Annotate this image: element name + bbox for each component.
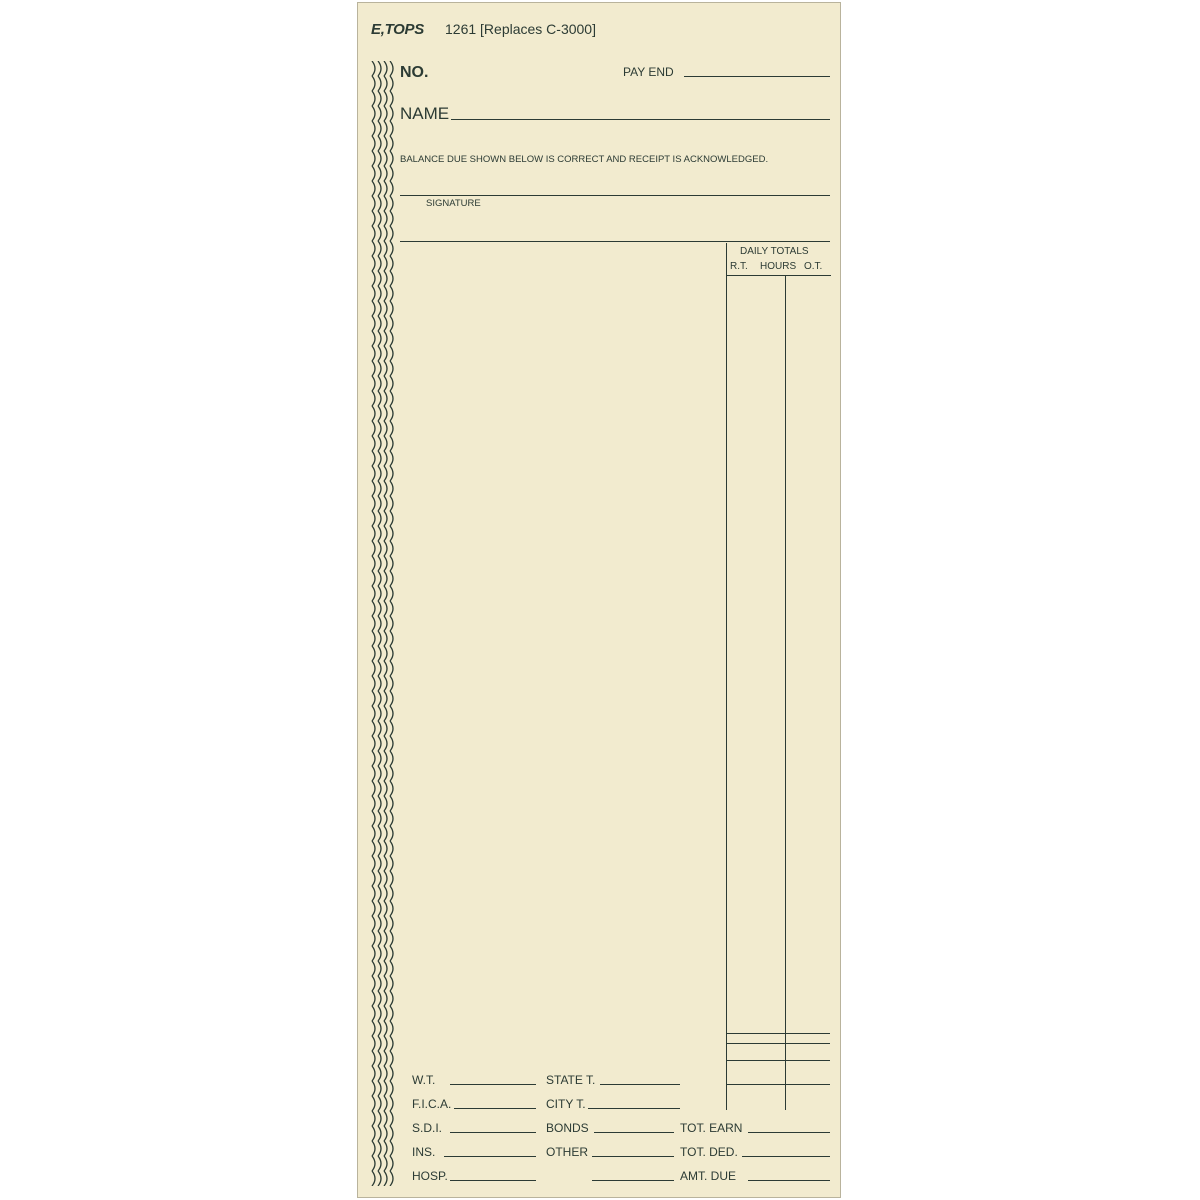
bonds-field[interactable] [594, 1132, 674, 1133]
daily-totals-row-line [726, 1084, 830, 1085]
fica-label: F.I.C.A. [412, 1097, 452, 1111]
signature-label: SIGNATURE [426, 198, 481, 209]
fica-field[interactable] [454, 1108, 536, 1109]
signature-bottom-rule [400, 241, 830, 242]
signature-field[interactable] [400, 195, 830, 196]
daily-totals-row-line [726, 1060, 830, 1061]
wt-label: W.T. [412, 1073, 436, 1087]
daily-totals-middle-rule [785, 275, 786, 1110]
daily-totals-left-rule [726, 243, 727, 1110]
rt-label: R.T. [730, 261, 748, 272]
sdi-label: S.D.I. [412, 1121, 443, 1135]
daily-totals-row-line [726, 1033, 830, 1034]
amt-due-field[interactable] [748, 1180, 830, 1181]
tot-earn-field[interactable] [748, 1132, 830, 1133]
pay-end-field[interactable] [684, 76, 830, 77]
form-number: 1261 [Replaces C-3000] [445, 21, 596, 37]
sdi-field[interactable] [450, 1132, 536, 1133]
state-tax-label: STATE T. [546, 1073, 596, 1087]
daily-totals-header-rule [726, 275, 831, 276]
city-tax-field[interactable] [588, 1108, 680, 1109]
name-label: NAME [400, 104, 450, 123]
ins-label: INS. [412, 1145, 436, 1159]
tot-ded-label: TOT. DED. [680, 1145, 738, 1159]
tot-earn-label: TOT. EARN [680, 1121, 743, 1135]
ins-field[interactable] [444, 1156, 536, 1157]
other-label: OTHER [546, 1145, 588, 1159]
other-field[interactable] [592, 1156, 674, 1157]
state-tax-field[interactable] [600, 1084, 680, 1085]
hours-label: HOURS [760, 261, 797, 272]
hosp-label: HOSP. [412, 1169, 448, 1183]
daily-totals-title: DAILY TOTALS [740, 246, 809, 257]
tops-logo: E,TOPS [371, 21, 424, 38]
city-tax-label: CITY T. [546, 1097, 586, 1111]
amt-due-label: AMT. DUE [680, 1169, 737, 1183]
binding-edge [368, 61, 398, 1191]
acknowledgement-text: BALANCE DUE SHOWN BELOW IS CORRECT AND RECEIPT IS ACKNOWLEDGED. [400, 154, 769, 165]
pay-end-label: PAY END [623, 65, 674, 79]
name-field[interactable] [451, 119, 830, 120]
blank-field[interactable] [592, 1180, 674, 1181]
ot-label: O.T. [804, 261, 823, 272]
tot-ded-field[interactable] [742, 1156, 830, 1157]
no-label: NO. [400, 64, 429, 81]
bonds-label: BONDS [546, 1121, 589, 1135]
daily-totals-row-line [726, 1043, 830, 1044]
time-card [357, 2, 841, 1198]
wt-field[interactable] [450, 1084, 536, 1085]
hosp-field[interactable] [450, 1180, 536, 1181]
